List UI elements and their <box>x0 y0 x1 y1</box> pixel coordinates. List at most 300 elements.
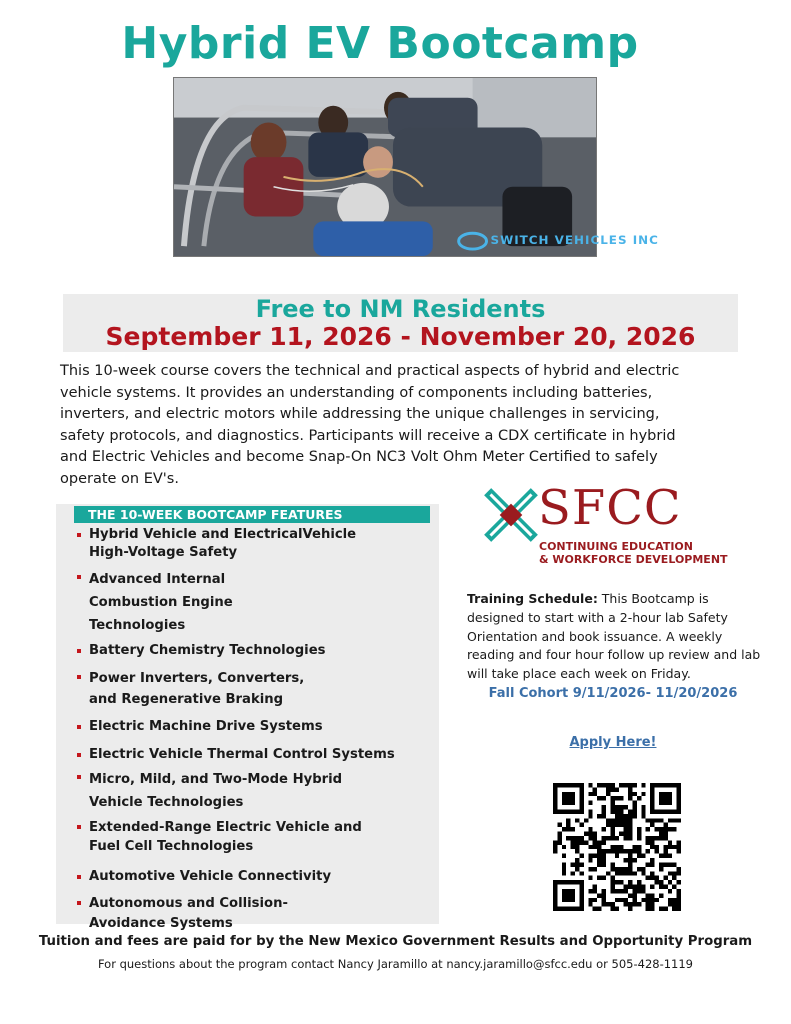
qr-module <box>571 792 575 796</box>
qr-module <box>571 796 575 800</box>
qr-module <box>663 849 667 853</box>
qr-module <box>602 902 606 906</box>
qr-module <box>632 858 636 862</box>
qr-module <box>650 898 654 902</box>
qr-module <box>632 902 636 906</box>
qr-module <box>562 801 566 805</box>
qr-module <box>588 783 592 787</box>
qr-module <box>663 876 667 880</box>
qr-module <box>628 902 632 906</box>
qr-module <box>677 792 681 796</box>
qr-module <box>650 876 654 880</box>
qr-module <box>646 907 650 911</box>
qr-module <box>672 871 676 875</box>
qr-module <box>575 862 579 866</box>
qr-module <box>610 818 614 822</box>
qr-module <box>646 893 650 897</box>
qr-module <box>571 809 575 813</box>
qr-module <box>562 889 566 893</box>
qr-module <box>615 907 619 911</box>
qr-module <box>553 809 557 813</box>
qr-module <box>579 885 583 889</box>
qr-module <box>677 889 681 893</box>
qr-module <box>588 854 592 858</box>
qr-module <box>655 880 659 884</box>
qr-module <box>575 840 579 844</box>
qr-module <box>637 889 641 893</box>
qr-module <box>606 787 610 791</box>
qr-module <box>637 880 641 884</box>
qr-module <box>668 783 672 787</box>
qr-module <box>619 880 623 884</box>
qr-module <box>588 867 592 871</box>
qr-module <box>650 902 654 906</box>
qr-module <box>593 836 597 840</box>
qr-module <box>646 862 650 866</box>
bootcamp-photo <box>173 77 659 257</box>
qr-module <box>632 898 636 902</box>
qr-module <box>659 907 663 911</box>
feature-item: Advanced Internal Combustion Engine Technologies <box>76 568 306 637</box>
qr-module <box>641 889 645 893</box>
qr-module <box>646 876 650 880</box>
qr-module <box>571 907 575 911</box>
qr-module <box>553 792 557 796</box>
qr-module <box>672 818 676 822</box>
qr-module <box>553 796 557 800</box>
qr-module <box>677 880 681 884</box>
qr-module <box>628 827 632 831</box>
qr-module <box>557 832 561 836</box>
contact-info: For questions about the program contact Nancy Jaramillo at nancy.jaramillo@sfcc.edu or 505-428-1119 <box>97 957 694 971</box>
qr-module <box>646 902 650 906</box>
qr-module <box>588 827 592 831</box>
feature-item: Power Inverters, Converters, and Regenerative Braking <box>76 668 306 710</box>
qr-module <box>677 893 681 897</box>
qr-module <box>628 849 632 853</box>
qr-module <box>628 783 632 787</box>
qr-module <box>619 867 623 871</box>
qr-module <box>628 907 632 911</box>
qr-module <box>677 871 681 875</box>
qr-module <box>628 832 632 836</box>
qr-module <box>650 809 654 813</box>
qr-module <box>562 880 566 884</box>
qr-module <box>637 796 641 800</box>
qr-module <box>668 854 672 858</box>
qr-module <box>602 854 606 858</box>
qr-module <box>615 809 619 813</box>
qr-module <box>602 796 606 800</box>
qr-module <box>584 818 588 822</box>
qr-module <box>579 854 583 858</box>
qr-module <box>566 809 570 813</box>
qr-module <box>619 818 623 822</box>
qr-module <box>655 845 659 849</box>
qr-module <box>632 814 636 818</box>
qr-module <box>610 827 614 831</box>
apply-link[interactable]: Apply Here! <box>569 735 657 750</box>
qr-module <box>588 876 592 880</box>
qr-module <box>602 827 606 831</box>
qr-module <box>571 871 575 875</box>
qr-module <box>610 836 614 840</box>
qr-module <box>659 783 663 787</box>
qr-module <box>668 862 672 866</box>
qr-module <box>615 849 619 853</box>
qr-module <box>571 827 575 831</box>
qr-module <box>655 836 659 840</box>
qr-module <box>562 796 566 800</box>
qr-module <box>663 827 667 831</box>
qr-module <box>553 805 557 809</box>
qr-module <box>624 902 628 906</box>
qr-module <box>553 880 557 884</box>
qr-module <box>597 849 601 853</box>
qr-module <box>641 809 645 813</box>
program-dates: September 11, 2026 - November 20, 2026 <box>105 322 696 351</box>
qr-module <box>646 818 650 822</box>
qr-module <box>597 840 601 844</box>
qr-module <box>624 814 628 818</box>
qr-module <box>624 867 628 871</box>
qr-module <box>566 907 570 911</box>
qr-module <box>659 893 663 897</box>
qr-module <box>668 889 672 893</box>
qr-module <box>632 783 636 787</box>
qr-module <box>628 823 632 827</box>
qr-module <box>588 792 592 796</box>
qr-module <box>553 885 557 889</box>
qr-module <box>650 836 654 840</box>
qr-module <box>646 840 650 844</box>
qr-module <box>588 858 592 862</box>
schedule-label: Training Schedule: <box>467 591 598 606</box>
qr-module <box>677 805 681 809</box>
qr-module <box>602 893 606 897</box>
qr-module <box>668 827 672 831</box>
qr-module <box>575 783 579 787</box>
feature-item: Electric Vehicle Thermal Control Systems <box>76 746 426 764</box>
qr-module <box>677 787 681 791</box>
qr-module <box>562 898 566 902</box>
qr-module <box>575 849 579 853</box>
qr-module <box>632 792 636 796</box>
qr-module <box>646 849 650 853</box>
qr-module <box>553 849 557 853</box>
qr-module <box>677 867 681 871</box>
qr-module <box>606 902 610 906</box>
qr-module <box>602 858 606 862</box>
qr-module <box>650 787 654 791</box>
qr-module <box>672 862 676 866</box>
qr-module <box>628 792 632 796</box>
qr-module <box>641 783 645 787</box>
qr-module <box>663 801 667 805</box>
qr-module <box>650 871 654 875</box>
qr-module <box>672 876 676 880</box>
feature-item: Autonomous and Collision-Avoidance Systems <box>76 894 296 934</box>
features-heading: THE 10-WEEK BOOTCAMP FEATURES <box>74 506 430 523</box>
qr-module <box>610 880 614 884</box>
qr-module <box>677 907 681 911</box>
qr-module <box>650 823 654 827</box>
qr-module <box>553 787 557 791</box>
features-list <box>76 524 426 934</box>
sfcc-logo <box>476 480 736 570</box>
qr-module <box>677 801 681 805</box>
qr-module <box>628 858 632 862</box>
qr-module <box>579 796 583 800</box>
qr-module <box>619 898 623 902</box>
course-description: This 10-week course covers the technical and practical aspects of hybrid and electric vehicle systems. It provides an understanding of components including batteries, inverters, and electric motors while addressing the unique challenges in servicing, safety protocols, and diagnostics. Participants will receive a CDX certificate in hybrid and Electric Vehicles and become Snap-On NC3 Volt Ohm Meter Certified to safely operate on EV's. <box>60 363 680 487</box>
qr-module <box>566 783 570 787</box>
qr-module <box>566 827 570 831</box>
qr-module <box>659 885 663 889</box>
training-schedule <box>467 590 767 684</box>
qr-module <box>637 902 641 906</box>
qr-module <box>615 814 619 818</box>
qr-module <box>646 898 650 902</box>
qr-module <box>624 898 628 902</box>
qr-module <box>562 871 566 875</box>
qr-module <box>593 885 597 889</box>
qr-module <box>650 818 654 822</box>
qr-module <box>584 832 588 836</box>
qr-module <box>659 862 663 866</box>
qr-module <box>562 827 566 831</box>
qr-module <box>602 805 606 809</box>
qr-module <box>637 827 641 831</box>
qr-module <box>557 880 561 884</box>
qr-module <box>579 902 583 906</box>
qr-module <box>637 849 641 853</box>
qr-module <box>641 885 645 889</box>
qr-module <box>619 845 623 849</box>
qr-module <box>615 823 619 827</box>
qr-module <box>659 880 663 884</box>
qr-module <box>624 858 628 862</box>
sfcc-wordmark: SFCC <box>538 480 682 536</box>
qr-module <box>628 893 632 897</box>
qr-module <box>588 809 592 813</box>
qr-module <box>655 849 659 853</box>
feature-item: Extended-Range Electric Vehicle and Fuel Cell Technologies <box>76 818 376 856</box>
qr-module <box>637 885 641 889</box>
qr-module <box>668 898 672 902</box>
qr-module <box>579 792 583 796</box>
qr-module <box>610 907 614 911</box>
qr-module <box>650 796 654 800</box>
qr-module <box>588 836 592 840</box>
qr-module <box>659 836 663 840</box>
qr-module <box>562 845 566 849</box>
qr-module <box>606 783 610 787</box>
qr-module <box>579 801 583 805</box>
qr-module <box>566 792 570 796</box>
qr-module <box>641 814 645 818</box>
qr-module <box>553 801 557 805</box>
qr-module <box>637 832 641 836</box>
qr-module <box>566 818 570 822</box>
qr-module <box>628 818 632 822</box>
qr-module <box>632 809 636 813</box>
qr-module <box>632 845 636 849</box>
qr-module <box>663 796 667 800</box>
qr-module <box>615 889 619 893</box>
qr-module <box>650 893 654 897</box>
qr-module <box>602 783 606 787</box>
qr-module <box>579 836 583 840</box>
qr-module <box>610 805 614 809</box>
qr-module <box>628 836 632 840</box>
qr-module <box>637 845 641 849</box>
qr-module <box>606 871 610 875</box>
qr-module <box>659 801 663 805</box>
qr-module <box>610 801 614 805</box>
qr-module <box>677 849 681 853</box>
qr-module <box>602 814 606 818</box>
qr-module <box>571 836 575 840</box>
qr-module <box>655 898 659 902</box>
qr-module <box>579 862 583 866</box>
qr-module <box>566 889 570 893</box>
qr-module <box>566 880 570 884</box>
qr-module <box>566 836 570 840</box>
qr-module <box>672 885 676 889</box>
qr-module <box>593 792 597 796</box>
qr-module <box>562 783 566 787</box>
qr-module <box>588 845 592 849</box>
qr-module <box>615 880 619 884</box>
qr-module <box>553 840 557 844</box>
qr-module <box>597 854 601 858</box>
qr-module <box>677 796 681 800</box>
qr-module <box>553 898 557 902</box>
qr-module <box>610 787 614 791</box>
qr-module <box>562 907 566 911</box>
feature-item: Automotive Vehicle Connectivity <box>76 868 426 886</box>
qr-module <box>615 898 619 902</box>
qr-module <box>588 832 592 836</box>
qr-module <box>593 787 597 791</box>
qr-module <box>593 907 597 911</box>
qr-module <box>553 907 557 911</box>
qr-module <box>624 885 628 889</box>
qr-module <box>624 889 628 893</box>
qr-module <box>663 836 667 840</box>
qr-module <box>659 792 663 796</box>
qr-module <box>632 801 636 805</box>
qr-module <box>575 836 579 840</box>
qr-module <box>677 783 681 787</box>
qr-module <box>650 792 654 796</box>
qr-module <box>668 840 672 844</box>
qr-module <box>677 845 681 849</box>
qr-module <box>557 907 561 911</box>
qr-module <box>619 871 623 875</box>
qr-module <box>650 907 654 911</box>
funding-statement: Tuition and fees are paid for by the New Mexico Government Results and Opportunity Program <box>38 934 753 949</box>
qr-module <box>615 787 619 791</box>
qr-module <box>677 840 681 844</box>
qr-module <box>562 809 566 813</box>
qr-module <box>650 840 654 844</box>
qr-module <box>615 796 619 800</box>
qr-module <box>646 827 650 831</box>
qr-module <box>655 827 659 831</box>
qr-module <box>566 898 570 902</box>
feature-item: Micro, Mild, and Two-Mode Hybrid Vehicle Technologies <box>76 768 346 814</box>
qr-module <box>588 801 592 805</box>
qr-module <box>597 893 601 897</box>
qr-module <box>641 805 645 809</box>
qr-module <box>663 792 667 796</box>
qr-module <box>579 880 583 884</box>
qr-module <box>579 871 583 875</box>
qr-module <box>597 907 601 911</box>
qr-module <box>579 907 583 911</box>
qr-module <box>615 836 619 840</box>
qr-module <box>646 836 650 840</box>
qr-module <box>628 854 632 858</box>
qr-module <box>606 818 610 822</box>
qr-module <box>650 885 654 889</box>
qr-code[interactable] <box>553 783 681 911</box>
qr-module <box>668 818 672 822</box>
qr-module <box>663 854 667 858</box>
qr-module <box>677 898 681 902</box>
qr-module <box>571 893 575 897</box>
qr-module <box>632 885 636 889</box>
qr-module <box>668 792 672 796</box>
qr-module <box>663 832 667 836</box>
qr-module <box>668 796 672 800</box>
qr-module <box>672 809 676 813</box>
qr-module <box>571 845 575 849</box>
qr-module <box>677 809 681 813</box>
qr-module <box>628 809 632 813</box>
qr-module <box>602 849 606 853</box>
qr-module <box>637 836 641 840</box>
qr-module <box>579 840 583 844</box>
qr-module <box>628 862 632 866</box>
qr-module <box>606 849 610 853</box>
qr-module <box>655 809 659 813</box>
qr-module <box>628 880 632 884</box>
qr-module <box>632 871 636 875</box>
qr-module <box>663 783 667 787</box>
qr-module <box>624 783 628 787</box>
qr-module <box>624 805 628 809</box>
qr-module <box>615 867 619 871</box>
qr-module <box>562 867 566 871</box>
qr-module <box>659 854 663 858</box>
qr-module <box>677 902 681 906</box>
qr-module <box>663 823 667 827</box>
qr-module <box>624 823 628 827</box>
qr-module <box>579 893 583 897</box>
qr-module <box>584 840 588 844</box>
qr-module <box>641 898 645 902</box>
qr-module <box>593 854 597 858</box>
qr-module <box>619 805 623 809</box>
qr-module <box>641 792 645 796</box>
qr-module <box>650 858 654 862</box>
qr-module <box>597 814 601 818</box>
sfcc-mark-icon <box>476 480 546 550</box>
qr-module <box>632 849 636 853</box>
